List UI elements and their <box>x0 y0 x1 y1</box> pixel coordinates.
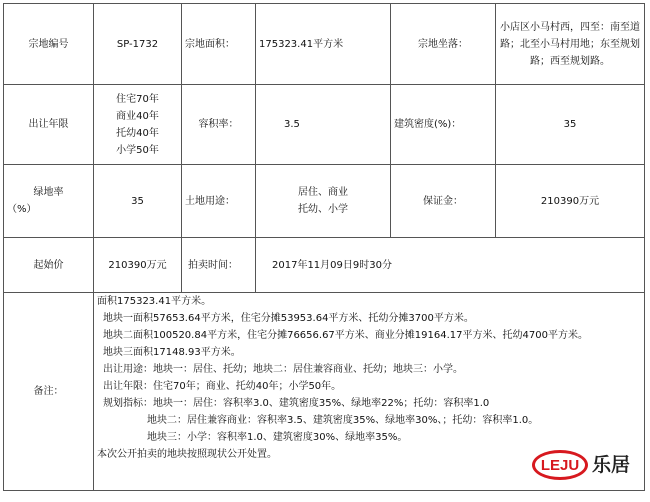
term-value <box>94 85 182 165</box>
land-use-line: 托幼、小学 <box>298 204 348 215</box>
parcel-area-label: 宗地面积： <box>182 4 256 85</box>
remarks-line: 地块三：小学：容积率1.0、建筑密度30%、绿地率35%。 <box>147 432 408 443</box>
remarks-content <box>94 293 645 491</box>
parcel-location-value: 小店区小马村西，四至：南至道路；北至小马村用地；东至规划路；西至规划路。 <box>496 4 645 85</box>
row-remarks <box>4 293 645 491</box>
remarks-line: 地块二：居住兼容商业：容积率3.5、建筑密度35%、绿地率30%、；托幼：容积率1.0。 <box>147 415 539 426</box>
land-info-table <box>3 3 645 491</box>
remarks-line: 面积175323.41平方米。 <box>97 296 212 307</box>
term-line: 商业40年 <box>116 110 159 122</box>
remarks-line: 出让年限：住宅70年；商业、托幼40年；小学50年。 <box>103 381 342 392</box>
parcel-id-label: 宗地编号 <box>4 4 94 85</box>
remarks-line: 地块二面积100520.84平方米，住宅分摊76656.67平方米、商业分摊19164.17平方米、托幼4700平方米。 <box>103 330 588 341</box>
term-line: 托幼40年 <box>116 127 159 139</box>
far-value: 3.5 <box>256 85 391 165</box>
leju-logo-icon: LEJU <box>532 450 588 480</box>
row-green <box>4 165 645 238</box>
row-term <box>4 85 645 165</box>
parcel-location-label: 宗地坐落： <box>391 4 496 85</box>
remarks-line: 出让用途：地块一：居住、托幼；地块二：居住兼容商业、托幼；地块三：小学。 <box>103 364 463 375</box>
start-price-label: 起始价 <box>4 238 94 293</box>
remarks-line: 地块三面积17148.93平方米。 <box>103 347 241 358</box>
green-ratio-value: 35 <box>94 165 182 238</box>
term-line: 住宅70年 <box>116 93 159 105</box>
leju-logo-text: 乐居 <box>591 453 630 476</box>
remarks-line: 地块一面积57653.64平方米，住宅分摊53953.64平方米、托幼分摊3700平方米。 <box>103 313 474 324</box>
deposit-value: 210390万元 <box>496 165 645 238</box>
row-price <box>4 238 645 293</box>
density-value: 35 <box>496 85 645 165</box>
row-parcel <box>4 4 645 85</box>
far-label: 容积率： <box>182 85 256 165</box>
remarks-line: 本次公开拍卖的地块按照现状公开处置。 <box>97 449 277 460</box>
parcel-id-value: SP-1732 <box>94 4 182 85</box>
land-use-line: 居住、商业 <box>298 187 348 198</box>
start-price-value: 210390万元 <box>94 238 182 293</box>
term-line: 小学50年 <box>116 144 159 156</box>
land-use-value <box>256 165 391 238</box>
leju-watermark-logo <box>532 450 630 480</box>
remarks-label: 备注： <box>4 293 94 491</box>
term-label: 出让年限 <box>4 85 94 165</box>
auction-time-label: 拍卖时间： <box>182 238 256 293</box>
remarks-line: 规划指标：地块一：居住：容积率3.0、建筑密度35%、绿地率22%；托幼：容积率1.0 <box>103 398 490 409</box>
density-label: 建筑密度(%)： <box>391 85 496 165</box>
parcel-area-value: 175323.41平方米 <box>256 4 391 85</box>
auction-time-value: 2017年11月09日9时30分 <box>256 238 645 293</box>
green-ratio-unit: （%） <box>7 204 37 215</box>
deposit-label: 保证金： <box>391 165 496 238</box>
land-use-label: 土地用途： <box>182 165 256 238</box>
green-ratio-label-line: 绿地率 <box>33 187 64 198</box>
green-ratio-label <box>4 165 94 238</box>
